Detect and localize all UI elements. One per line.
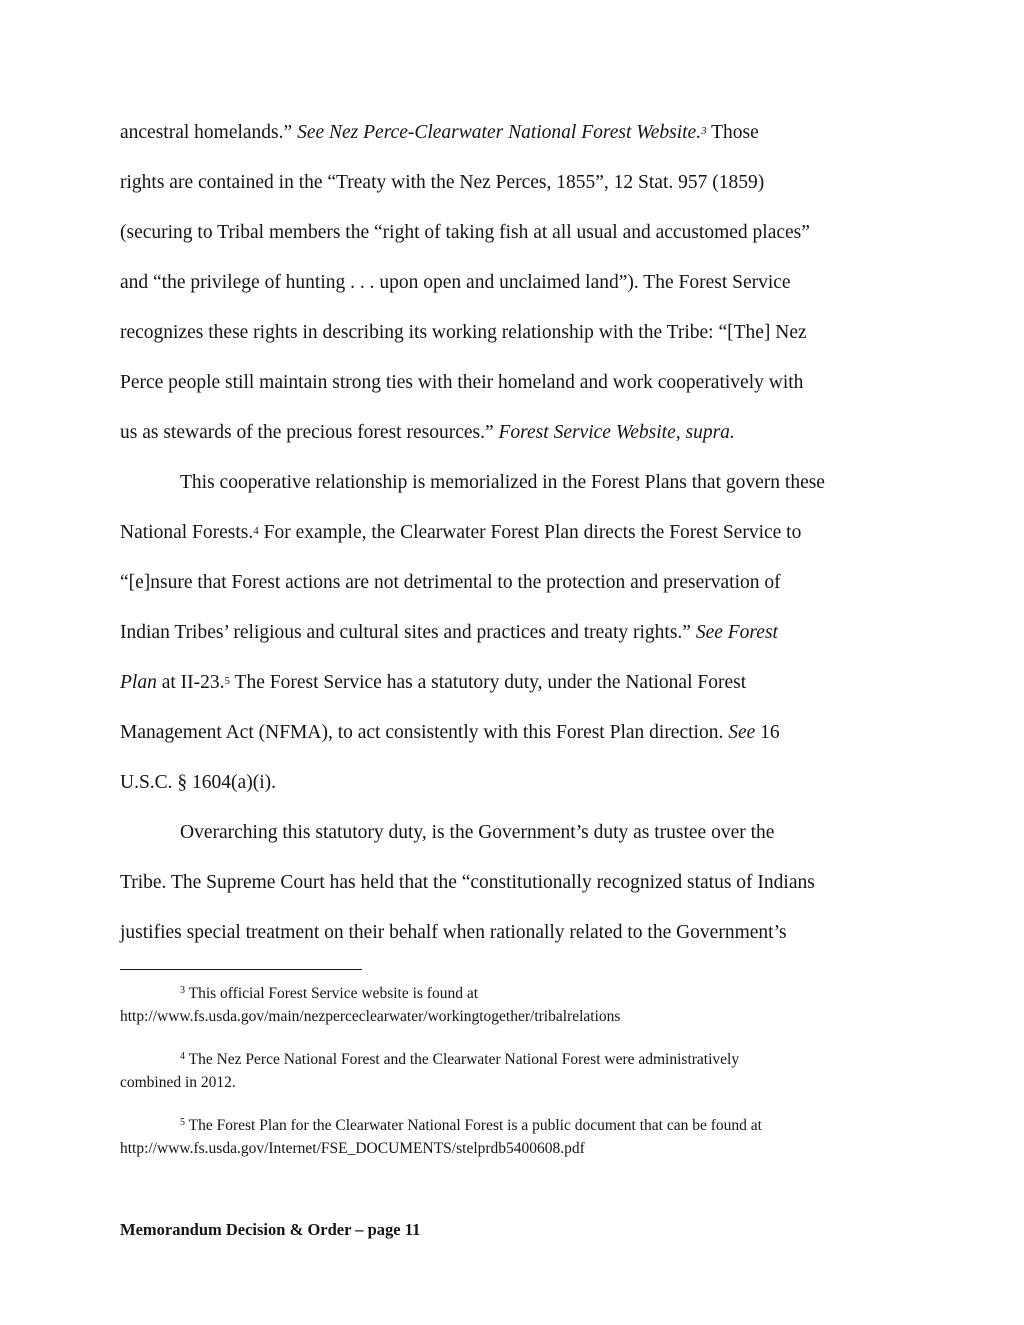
body-line (120, 121, 759, 145)
body-line: This cooperative relationship is memorialized in the Forest Plans that govern these (180, 472, 825, 493)
body-line: Perce people still maintain strong ties with their homeland and work cooperatively with (120, 372, 804, 393)
footnote-ref: 5 (224, 675, 231, 687)
body-line (120, 621, 778, 645)
text-run: Indian Tribes’ religious and cultural sites and practices and treaty rights.” (120, 622, 696, 643)
text-run: us as stewards of the precious forest resources.” (120, 422, 499, 443)
footnote-3-line1 (180, 983, 478, 1004)
footnote-separator (120, 969, 362, 970)
citation: See Forest (695, 622, 778, 643)
text-run: The Forest Service has a statutory duty, under the National Forest (230, 672, 747, 693)
text-run: 16 (755, 722, 780, 743)
footnote-4-line2: combined in 2012. (120, 1074, 236, 1091)
body-line: U.S.C. § 1604(a)(i). (120, 772, 276, 793)
citation: See Nez Perce-Clearwater National Forest Website. (297, 122, 702, 143)
footnote-text: This official Forest Service website is found at (188, 985, 479, 1002)
body-line: and “the privilege of hunting . . . upon open and unclaimed land”). The Forest Service (120, 272, 791, 293)
text-run: at II-23. (156, 672, 225, 693)
text-run: Those (706, 122, 759, 143)
footnote-5-line2: http://www.fs.usda.gov/Internet/FSE_DOCUMENTS/stelprdb5400608.pdf (120, 1140, 585, 1157)
footnote-ref: 4 (253, 525, 259, 537)
citation: Plan (120, 672, 157, 693)
body-line (120, 671, 746, 695)
text-run: For example, the Clearwater Forest Plan directs the Forest Service to (258, 522, 802, 543)
text-run: National Forests. (120, 522, 254, 543)
footnote-ref: 3 (701, 125, 707, 137)
page-footer: Memorandum Decision & Order – page 11 (120, 1220, 421, 1239)
footnote-text: The Forest Plan for the Clearwater National Forest is a public document that can be found at (188, 1117, 762, 1134)
footnote-number: 4 (180, 1051, 185, 1062)
body-line: recognizes these rights in describing its working relationship with the Tribe: “[The] Nez (120, 322, 807, 343)
footnote-5-line1 (180, 1115, 762, 1136)
footnote-text: The Nez Perce National Forest and the Clearwater National Forest were administratively (188, 1051, 740, 1068)
body-line: rights are contained in the “Treaty with the Nez Perces, 1855”, 12 Stat. 957 (1859) (120, 172, 765, 193)
body-line (120, 721, 780, 745)
citation: See (728, 722, 756, 743)
footnote-4-line1 (180, 1049, 739, 1070)
footnote-number: 3 (180, 985, 185, 996)
body-line: Tribe. The Supreme Court has held that the “constitutionally recognized status of Indians (120, 872, 815, 893)
body-line: (securing to Tribal members the “right of taking fish at all usual and accustomed places” (120, 222, 810, 243)
body-line: “[e]nsure that Forest actions are not detrimental to the protection and preservation of (120, 572, 781, 593)
text-run: ancestral homelands.” (120, 122, 298, 143)
body-line (120, 521, 801, 545)
body-line: justifies special treatment on their behalf when rationally related to the Government’s (120, 922, 787, 943)
citation: Forest Service Website, supra. (498, 422, 735, 443)
body-line (120, 421, 735, 445)
body-line: Overarching this statutory duty, is the Government’s duty as trustee over the (180, 822, 775, 843)
footnote-3-line2: http://www.fs.usda.gov/main/nezperceclearwater/workingtogether/tribalrelations (120, 1008, 621, 1025)
text-run: Management Act (NFMA), to act consistently with this Forest Plan direction. (120, 722, 729, 743)
footnote-number: 5 (180, 1117, 185, 1128)
